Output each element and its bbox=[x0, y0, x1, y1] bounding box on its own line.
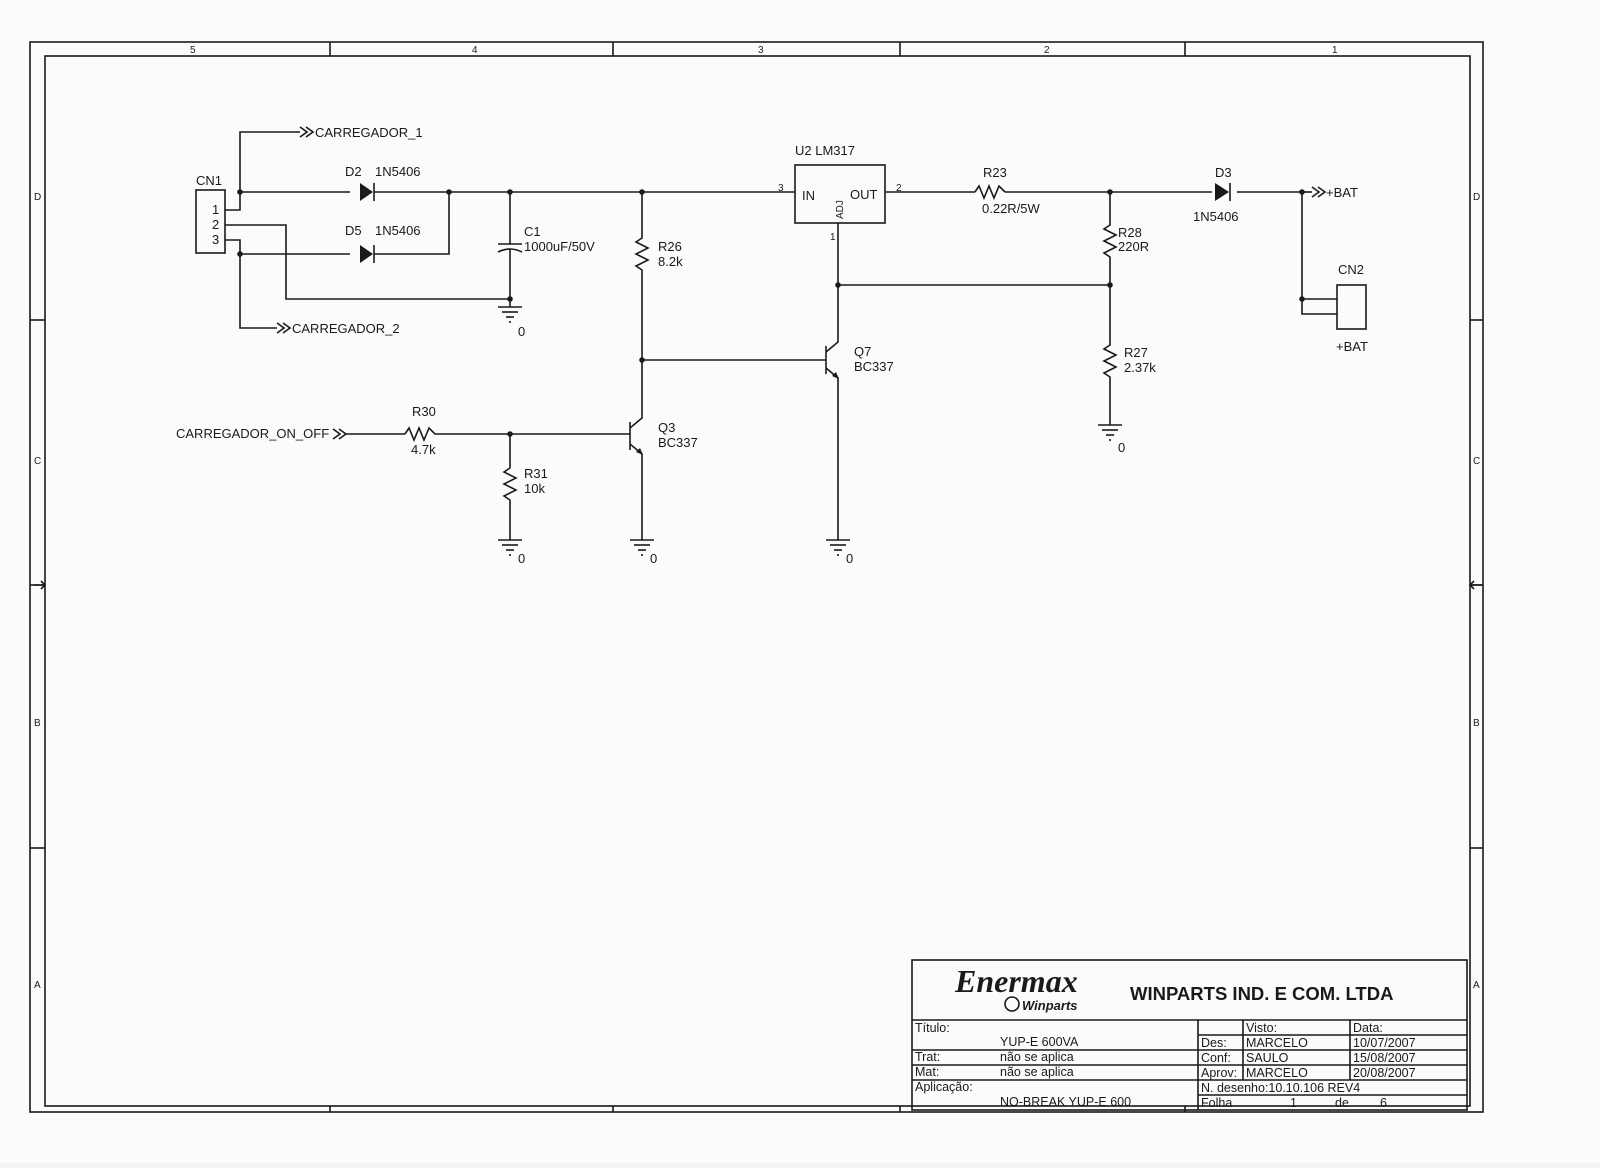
r27-ref: R27 bbox=[1124, 345, 1148, 360]
conf-date: 15/08/2007 bbox=[1353, 1051, 1416, 1065]
diode-d5 bbox=[345, 223, 421, 263]
resistor-r27 bbox=[1104, 285, 1156, 425]
de-label: de bbox=[1335, 1096, 1349, 1110]
u2-pin-num: 2 bbox=[896, 183, 902, 194]
ground-symbol bbox=[630, 540, 657, 566]
frame-row-label: C bbox=[34, 456, 42, 467]
drawing-frame bbox=[30, 42, 1483, 1112]
resistor-r28 bbox=[1104, 192, 1149, 285]
ground-label: 0 bbox=[1118, 440, 1126, 455]
aprov-date: 20/08/2007 bbox=[1353, 1066, 1416, 1080]
folha-total: 6 bbox=[1380, 1096, 1387, 1110]
capacitor-c1 bbox=[498, 192, 595, 307]
r30-ref: R30 bbox=[412, 404, 436, 419]
r30-value: 4.7k bbox=[411, 442, 436, 457]
titulo-label: Título: bbox=[915, 1021, 950, 1035]
aplicacao-value: NO-BREAK YUP-E 600 bbox=[1000, 1095, 1132, 1109]
frame-row-label: B bbox=[1473, 718, 1480, 729]
ground-symbol bbox=[498, 540, 525, 566]
net-flag-carregador-on-off bbox=[176, 426, 405, 441]
r26-ref: R26 bbox=[658, 239, 682, 254]
connector-cn2 bbox=[1299, 192, 1368, 354]
resistor-r31 bbox=[504, 434, 548, 540]
regulator-u2 bbox=[778, 143, 902, 243]
cn1-pin: 1 bbox=[212, 202, 220, 217]
transistor-q3 bbox=[630, 360, 698, 540]
folha-label: Folha bbox=[1201, 1096, 1233, 1110]
net-label-bat: +BAT bbox=[1326, 185, 1358, 200]
r23-ref: R23 bbox=[983, 165, 1007, 180]
net-label-carregador-on-off: CARREGADOR_ON_OFF bbox=[176, 426, 330, 441]
d3-value: 1N5406 bbox=[1193, 209, 1239, 224]
aprov-name: MARCELO bbox=[1246, 1066, 1308, 1080]
ground-label: 0 bbox=[846, 551, 854, 566]
titulo-value: YUP-E 600VA bbox=[1000, 1035, 1079, 1049]
conf-name: SAULO bbox=[1246, 1051, 1289, 1065]
d2-ref: D2 bbox=[345, 164, 362, 179]
aprov-label: Aprov: bbox=[1201, 1066, 1238, 1080]
net-flag-carregador-1 bbox=[300, 125, 423, 140]
q7-value: BC337 bbox=[854, 359, 894, 374]
u2-pin-num: 1 bbox=[830, 232, 836, 243]
company-name: WINPARTS IND. E COM. LTDA bbox=[1130, 983, 1394, 1004]
frame-row-label: D bbox=[1473, 192, 1481, 203]
q3-ref: Q3 bbox=[658, 420, 676, 435]
frame-row-label: B bbox=[34, 718, 41, 729]
frame-col-label: 5 bbox=[190, 45, 196, 56]
u2-pin-out: OUT bbox=[850, 187, 878, 202]
des-label: Des: bbox=[1201, 1036, 1227, 1050]
ground-symbol bbox=[1098, 425, 1125, 455]
visto-label: Visto: bbox=[1246, 1021, 1278, 1035]
q7-ref: Q7 bbox=[854, 344, 872, 359]
mat-value: não se aplica bbox=[1000, 1065, 1074, 1079]
frame-row-label: A bbox=[34, 980, 41, 991]
cn1-ref: CN1 bbox=[196, 173, 223, 188]
drawing-number: N. desenho:10.10.106 REV4 bbox=[1201, 1081, 1361, 1095]
c1-ref: C1 bbox=[524, 224, 541, 239]
cn2-label: +BAT bbox=[1336, 339, 1368, 354]
wires-main-rail bbox=[510, 189, 795, 195]
folha-number: 1 bbox=[1290, 1096, 1297, 1110]
des-date: 10/07/2007 bbox=[1353, 1036, 1416, 1050]
conf-label: Conf: bbox=[1201, 1051, 1231, 1065]
winparts-logo-icon bbox=[1005, 997, 1019, 1011]
title-block bbox=[912, 960, 1467, 1110]
cn1-pin: 2 bbox=[212, 217, 220, 232]
net-label-carregador-2: CARREGADOR_2 bbox=[292, 321, 400, 336]
q3-value: BC337 bbox=[658, 435, 698, 450]
net-flag-carregador-2 bbox=[277, 321, 400, 336]
frame-row-label: D bbox=[34, 192, 42, 203]
logo-winparts: Winparts bbox=[1022, 998, 1078, 1013]
r28-value: 220R bbox=[1118, 239, 1150, 254]
frame-col-label: 2 bbox=[1044, 45, 1050, 56]
net-label-carregador-1: CARREGADOR_1 bbox=[315, 125, 423, 140]
connector-cn1 bbox=[196, 173, 225, 253]
diode-d2 bbox=[345, 164, 421, 201]
r27-value: 2.37k bbox=[1124, 360, 1156, 375]
frame-col-label: 1 bbox=[1332, 45, 1338, 56]
wires-output-rail bbox=[835, 189, 1305, 288]
cn1-pin: 3 bbox=[212, 232, 220, 247]
net-flag-bat bbox=[1302, 185, 1358, 200]
aplicacao-label: Aplicação: bbox=[915, 1080, 973, 1094]
d2-value: 1N5406 bbox=[375, 164, 421, 179]
r26-value: 8.2k bbox=[658, 254, 683, 269]
trat-value: não se aplica bbox=[1000, 1050, 1074, 1064]
u2-pin-adj: ADJ bbox=[835, 200, 846, 219]
r28-ref: R28 bbox=[1118, 225, 1142, 240]
trat-label: Trat: bbox=[915, 1050, 941, 1064]
ground-symbol bbox=[826, 540, 853, 566]
logo-enermax: Enermax bbox=[955, 963, 1078, 999]
d5-value: 1N5406 bbox=[375, 223, 421, 238]
ground-label: 0 bbox=[518, 551, 526, 566]
u2-pin-num: 3 bbox=[778, 183, 784, 194]
transistor-q7 bbox=[642, 285, 894, 540]
c1-value: 1000uF/50V bbox=[524, 239, 595, 254]
resistor-r23 bbox=[975, 165, 1041, 216]
resistor-r30 bbox=[405, 404, 630, 457]
diode-d3 bbox=[1193, 165, 1239, 224]
d5-ref: D5 bbox=[345, 223, 362, 238]
u2-ref: U2 LM317 bbox=[795, 143, 855, 158]
des-name: MARCELO bbox=[1246, 1036, 1308, 1050]
ground-label: 0 bbox=[650, 551, 658, 566]
ground-label: 0 bbox=[518, 324, 526, 339]
resistor-r26 bbox=[636, 192, 683, 363]
r31-ref: R31 bbox=[524, 466, 548, 481]
ground-symbol bbox=[498, 307, 525, 339]
u2-pin-in: IN bbox=[802, 188, 815, 203]
r23-value: 0.22R/5W bbox=[982, 201, 1040, 216]
frame-col-label: 3 bbox=[758, 45, 764, 56]
wires-input bbox=[225, 132, 513, 328]
r31-value: 10k bbox=[524, 481, 545, 496]
frame-row-label: A bbox=[1473, 980, 1480, 991]
mat-label: Mat: bbox=[915, 1065, 940, 1079]
frame-col-label: 4 bbox=[472, 45, 478, 56]
d3-ref: D3 bbox=[1215, 165, 1232, 180]
frame-row-label: C bbox=[1473, 456, 1481, 467]
cn2-ref: CN2 bbox=[1338, 262, 1365, 277]
data-label: Data: bbox=[1353, 1021, 1383, 1035]
